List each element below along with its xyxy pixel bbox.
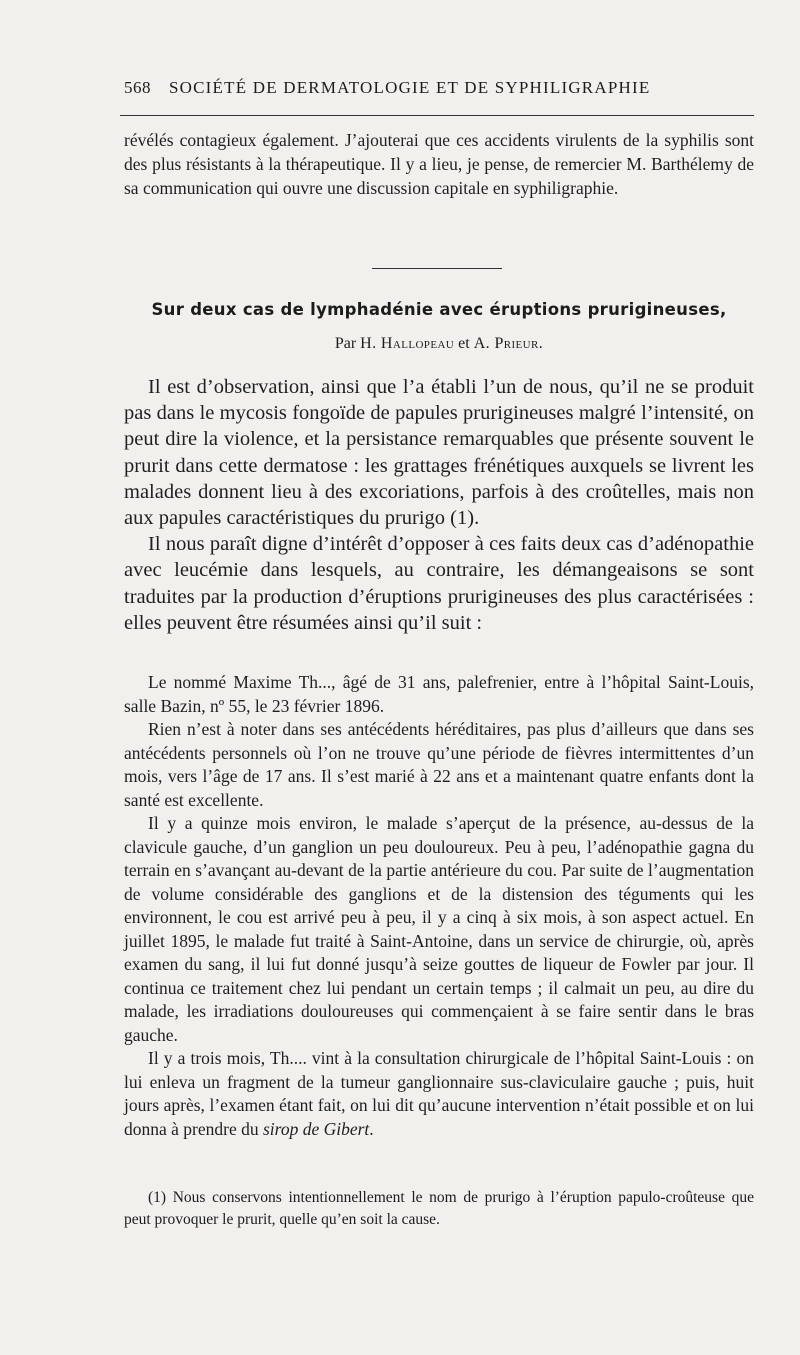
article-title: Sur deux cas de lymphadénie avec éruptions prurigineuses, [151,300,727,319]
observation-paragraph: Le nommé Maxime Th..., âgé de 31 ans, palefrenier, entre à l’hôpital Saint-Louis, salle Bazin, nº 55, le 23 février 1896. [124,672,754,716]
header-rule [120,115,754,116]
footnote [124,1187,754,1231]
last-paragraph-text: Il y a trois mois, Th.... vint à la consultation chirurgicale de l’hôpital Saint-Louis : on lui enleva un fragment de la tumeur ganglionnaire sus-claviculaire gauche ; puis, huit jours après, l’examen étant fait, on lui dit qu’aucune intervention n’était possible et on lui donna à prendre du [124,1048,754,1139]
page-number: 568 [124,78,151,97]
authors-and: et [458,335,470,352]
observation-paragraph: Il y a quinze mois environ, le malade s’aperçut de la présence, au-dessus de la clavicule gauche, d’un ganglion un peu douloureux. Peu à peu, l’adénopathie gagna du terrain en s’avançant au-devant de la partie antérieure du cou. Par suite de l’augmentation de volume considérable des ganglions et de la distension des téguments qui les environnent, le cou est arrivé peu à peu, il y a cinq à six mois, à son aspect actuel. En juillet 1895, le malade fut traité à Saint-Antoine, dans un service de chirurgie, où, après examen du sang, il lui fut donné jusqu’à seize gouttes de liqueur de Fowler par jour. Il continua ce traitement chez lui pendant un certain temps ; il calmait un peu, au dire du malade, les irradiations douloureuses qui commençaient à se faire sentir dans le bras gauche. [124,813,754,1045]
intro-paragraph: Il nous paraît digne d’intérêt d’opposer à ces faits deux cas d’adénopathie avec leucémie dans lesquels, au contraire, les démangeaisons se sont traduites par la production d’éruptions prurigineuses des plus caractérisées : elles peuvent être résumées ainsi qu’il suit : [124,533,754,634]
observation-section [124,671,754,1141]
running-header [124,78,754,98]
article-authors [124,335,754,353]
section-divider [372,268,502,269]
previous-text: révélés contagieux également. J’ajouterai que ces accidents virulents de la syphilis sont des plus résistants à la thérapeutique. Il y a lieu, je pense, de remercier M. Barthélemy de sa communication qui ouvre une discussion capitale en syphiligraphie. [124,130,754,198]
authors-by: Par [334,335,357,352]
last-paragraph-italic: sirop de Gibert [262,1118,370,1139]
running-title: SOCIÉTÉ DE DERMATOLOGIE ET DE SYPHILIGRAPHIE [169,78,651,97]
footnote-text: (1) Nous conservons intentionnellement le nom de prurigo à l’éruption papulo-croûteuse que peut provoquer le prurit, quelle qu’en soit la cause. [124,1189,754,1228]
observation-paragraph-last [124,1047,754,1141]
last-paragraph-end: . [369,1118,374,1139]
observation-paragraph: Rien n’est à noter dans ses antécédents héréditaires, pas plus d’ailleurs que dans ses antécédents personnels où l’on ne trouve qu’une période de fièvres intermittentes d’un mois, vers l’âge de 17 ans. Il s’est marié à 22 ans et a maintenant quatre enfants dont la santé est excellente. [124,719,754,810]
author-1: H. Hallopeau [360,335,455,352]
author-2: A. Prieur. [473,335,544,352]
intro-section [124,374,754,636]
intro-paragraph: Il est d’observation, ainsi que l’a établi l’un de nous, qu’il ne se produit pas dans le mycosis fongoïde de papules prurigineuses malgré l’intensité, on peut dire la violence, et la persistance remarquables que présente souvent le prurit dans cette dermatose : les grattages frénétiques auxquels se livrent les malades donnent lieu à des excoriations, parfois à des croûtelles, mais non aux papules caractéristiques du prurigo (1). [124,376,754,530]
